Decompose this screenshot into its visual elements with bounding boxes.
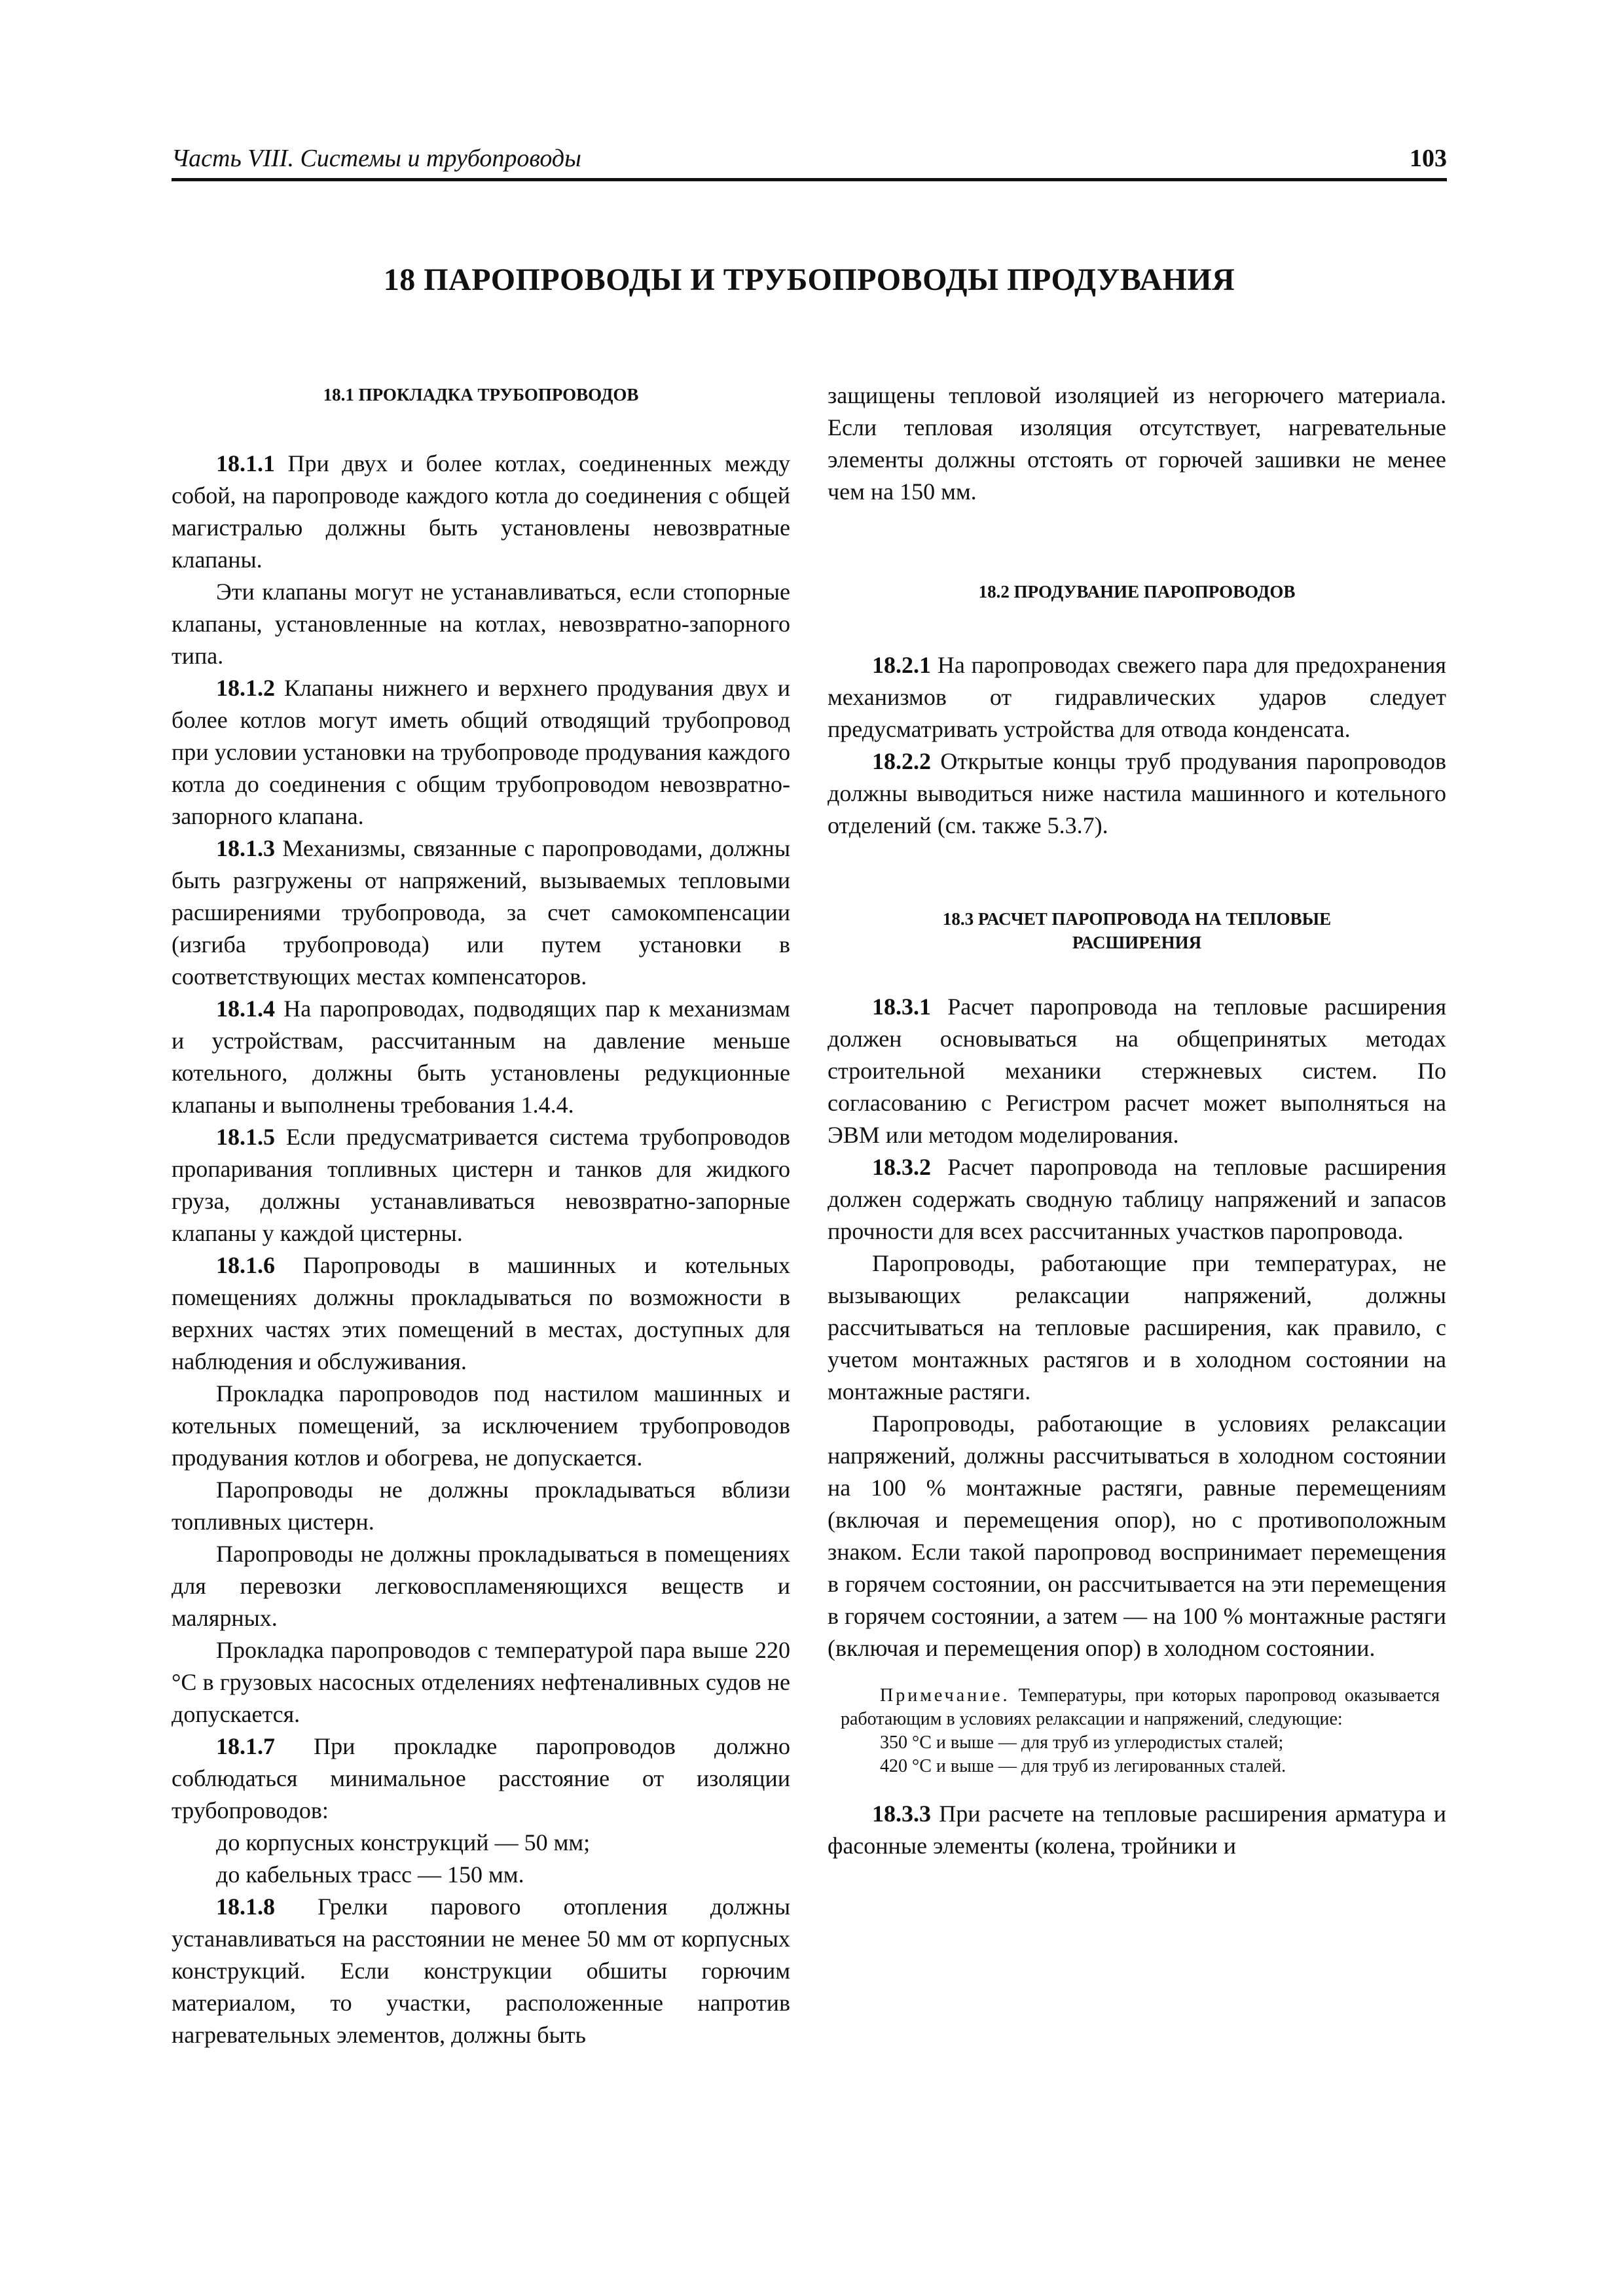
clause-number: 18.2.2: [872, 748, 931, 774]
paragraph-text: Клапаны нижнего и верхнего продувания двух и более котлов могут иметь общий отводящий трубопровод при условии установки на трубопроводе продувания каждого котла до соединения с общим трубопроводом невозвратно-запорного клапана.: [172, 675, 790, 829]
clause-number: 18.1.8: [216, 1893, 275, 1920]
running-header: [172, 143, 1447, 179]
paragraph-18-1-7: [172, 1731, 790, 1827]
note-block: [828, 1684, 1446, 1778]
paragraph-text: При прокладке паропроводов должно соблюдаться минимальное расстояние от изоляции трубопроводов:: [172, 1733, 790, 1823]
clause-number: 18.3.3: [872, 1801, 931, 1827]
note-text: Температуры, при которых паропровод оказывается работающим в условиях релаксации и напряжений, следующие:: [841, 1685, 1440, 1729]
paragraph-text: защищены тепловой изоляцией из негорючего материала. Если тепловая изоляция отсутствует, нагревательные элементы должны отстоять от горючей зашивки не менее чем на 150 мм.: [828, 382, 1446, 505]
paragraph-text: Паропроводы, работающие при температурах, не вызывающих релаксации напряжений, должны рассчитываться на тепловые расширения, как правило, с учетом монтажных растягов и в холодном состоянии на монтажные растяги.: [828, 1250, 1446, 1405]
section-title-18-2: 18.2 ПРОДУВАНИЕ ПАРОПРОВОДОВ: [978, 582, 1296, 601]
paragraph-text: Расчет паропровода на тепловые расширения должен основываться на общепринятых методах строительной механики стержневых систем. По согласованию с Регистром расчет может выполняться на ЭВМ или методом моделирования.: [828, 994, 1446, 1148]
clause-number: 18.3.2: [872, 1154, 931, 1180]
paragraph-text: Грелки парового отопления должны устанавливаться на расстоянии не менее 50 мм от корпусных конструкций. Если конструкции обшиты горючим материалом, то участки, расположенные напротив нагревательных элементов, должны быть: [172, 1893, 790, 2048]
paragraph-18-2-1: [828, 649, 1446, 745]
paragraph-text: На паропроводах свежего пара для предохранения механизмов от гидравлических ударов следует предусматривать устройства для отвода конденсата.: [828, 652, 1446, 742]
clause-number: 18.1.3: [216, 835, 275, 861]
paragraph-18-2-2: [828, 745, 1446, 842]
paragraph-18-1-5: [172, 1121, 790, 1249]
chapter-title: 18 ПАРОПРОВОДЫ И ТРУБОПРОВОДЫ ПРОДУВАНИЯ: [383, 262, 1235, 297]
paragraph: [172, 1634, 790, 1731]
right-column: [828, 380, 1446, 1862]
paragraph-text: Прокладка паропроводов с температурой пара выше 220 °С в грузовых насосных отделениях нефтеналивных судов не допускается.: [172, 1637, 790, 1727]
paragraph-18-1-3: [172, 833, 790, 993]
header-part-title: Часть VIII. Системы и трубопроводы: [172, 145, 581, 172]
header-rule: [172, 178, 1447, 181]
paragraph: [828, 1247, 1446, 1408]
section-title-18-3: [828, 907, 1446, 954]
paragraph: [828, 1408, 1446, 1664]
clause-number: 18.2.1: [872, 652, 931, 678]
paragraph: [172, 576, 790, 672]
paragraph-18-3-2: [828, 1151, 1446, 1247]
section-title-line: РАСШИРЕНИЯ: [1072, 933, 1202, 952]
clause-number: 18.3.1: [872, 994, 931, 1020]
paragraph-18-3-3: [828, 1798, 1446, 1862]
paragraph-18-1-4: [172, 993, 790, 1121]
section-title-line: 18.3 РАСЧЕТ ПАРОПРОВОДА НА ТЕПЛОВЫЕ: [942, 909, 1332, 929]
paragraph-18-3-1: [828, 991, 1446, 1151]
paragraph-text: Паропроводы не должны прокладываться в помещениях для перевозки легковоспламеняющихся веществ и малярных.: [172, 1541, 790, 1631]
paragraph-text: Эти клапаны могут не устанавливаться, если стопорные клапаны, установленные на котлах, невозвратно-запорного типа.: [172, 579, 790, 669]
paragraph: [172, 1538, 790, 1634]
paragraph-text: Расчет паропровода на тепловые расширения должен содержать сводную таблицу напряжений и запасов прочности для всех рассчитанных участков паропровода.: [828, 1154, 1446, 1244]
clause-number: 18.1.2: [216, 675, 275, 701]
paragraph: [172, 1378, 790, 1474]
paragraph-text: При двух и более котлах, соединенных между собой, на паропроводе каждого котла до соединения с общей магистралью должны быть установлены невозвратные клапаны.: [172, 450, 791, 573]
paragraph-text: Паропроводы, работающие в условиях релаксации напряжений, должны рассчитываться в холодном состоянии на 100 % монтажные растяги, равные перемещениям (включая и перемещения опор), но с противоположным знаком. Если такой паропровод воспринимает перемещения в горячем состоянии, он рассчитывается на эти перемещения в горячем состоянии, а затем — на 100 % монтажные растяги (включая и перемещения опор) в холодном состоянии.: [828, 1410, 1446, 1661]
left-column: [172, 380, 790, 2051]
paragraph-text: При расчете на тепловые расширения арматура и фасонные элементы (колена, тройники и: [828, 1801, 1446, 1859]
paragraph-text: Паропроводы не должны прокладываться вблизи топливных цистерн.: [172, 1477, 790, 1535]
clause-number: 18.1.4: [216, 996, 275, 1022]
paragraph-text: Механизмы, связанные с паропроводами, должны быть разгружены от напряжений, вызываемых тепловыми расширениями трубопровода, за счет самокомпенсации (изгиба трубопровода) или путем установки в соответствующих местах компенсаторов.: [172, 835, 791, 990]
note-line: 420 °С и выше — для труб из легированных сталей.: [880, 1756, 1286, 1776]
clause-number: 18.1.5: [216, 1124, 275, 1150]
paragraph-18-1-6: [172, 1249, 790, 1378]
paragraph-text: На паропроводах, подводящих пар к механизмам и устройствам, рассчитанным на давление меньше котельного, должны быть установлены редукционные клапаны и выполнены требования 1.4.4.: [172, 996, 790, 1118]
note-intro: [841, 1684, 1440, 1731]
paragraph-text: Прокладка паропроводов под настилом машинных и котельных помещений, за исключением трубопроводов продувания котлов и обогрева, не допускается.: [172, 1380, 790, 1471]
paragraph-18-1-2: [172, 672, 790, 833]
paragraph-text: Открытые концы труб продувания паропроводов должны выводиться ниже настила машинного и котельного отделений (см. также 5.3.7).: [828, 748, 1446, 838]
paragraph-18-1-8: [172, 1891, 790, 2051]
paragraph-text: Паропроводы в машинных и котельных помещениях должны прокладываться по возможности в верхних частях этих помещений в местах, доступных для наблюдения и обслуживания.: [172, 1252, 791, 1374]
list-item: до корпусных конструкций — 50 мм;: [216, 1829, 591, 1856]
clause-number: 18.1.1: [216, 450, 275, 476]
note-line: 350 °С и выше — для труб из углеродистых сталей;: [880, 1732, 1284, 1753]
section-title-18-1: 18.1 ПРОКЛАДКА ТРУБОПРОВОДОВ: [323, 385, 639, 404]
note-label: Примечание.: [880, 1685, 1010, 1706]
clause-number: 18.1.7: [216, 1733, 275, 1759]
paragraph-text: Если предусматривается система трубопроводов пропаривания топливных цистерн и танков для жидкого груза, должны устанавливаться невозвратно-запорные клапаны у каждой цистерны.: [172, 1124, 790, 1246]
clause-number: 18.1.6: [216, 1252, 275, 1278]
paragraph-18-1-1: [172, 448, 790, 576]
page-number: 103: [1410, 145, 1447, 172]
list-item: до кабельных трасс — 150 мм.: [216, 1861, 524, 1888]
paragraph-continued: [828, 380, 1446, 508]
paragraph: [172, 1474, 790, 1538]
